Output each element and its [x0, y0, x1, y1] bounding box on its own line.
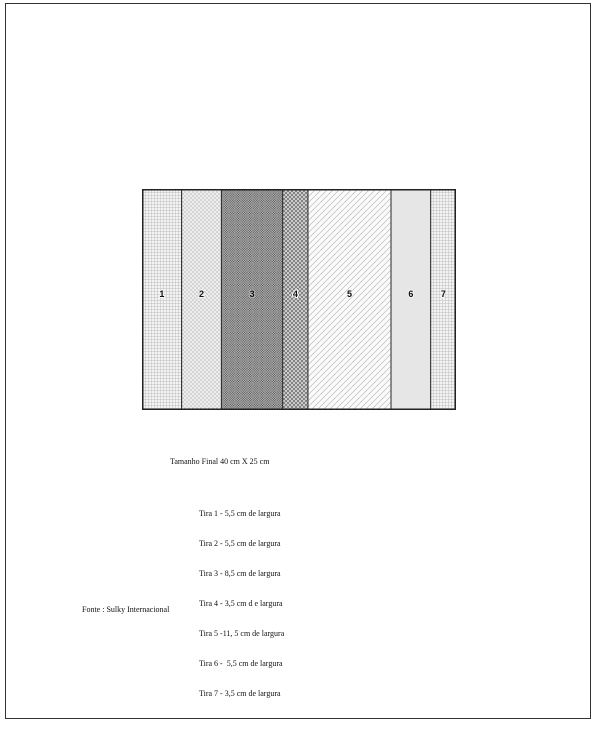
- strip-list-item: Tira 2 - 5,5 cm de largura: [199, 539, 281, 548]
- strip-list-item: Tira 4 - 3,5 cm d e largura: [199, 599, 283, 608]
- strip-6: [391, 189, 431, 410]
- final-size-caption: Tamanho Final 40 cm X 25 cm: [170, 457, 270, 466]
- strip-fill: [221, 189, 282, 410]
- strip-7: [431, 189, 456, 410]
- strip-list-item: Tira 6 - 5,5 cm de largura: [199, 659, 283, 668]
- strips-group: [142, 189, 456, 410]
- strip-label: 5: [347, 288, 353, 299]
- strip-diagram-svg: [142, 189, 456, 410]
- strip-list-item: Tira 1 - 5,5 cm de largura: [199, 509, 281, 518]
- strip-label: 1: [159, 288, 165, 299]
- strip-list-item: Tira 3 - 8,5 cm de largura: [199, 569, 281, 578]
- strip-fill: [431, 189, 456, 410]
- strip-fill: [283, 189, 308, 410]
- strip-label: 7: [440, 288, 446, 299]
- strip-label: 4: [292, 288, 298, 299]
- strip-2: [182, 189, 222, 410]
- strip-label: 2: [199, 288, 205, 299]
- strip-fill: [391, 189, 431, 410]
- strip-3: [221, 189, 282, 410]
- strip-fill: [182, 189, 222, 410]
- strip-width-list: [199, 489, 284, 719]
- strip-quilt-diagram: [142, 189, 456, 410]
- strip-4: [283, 189, 308, 410]
- strip-label: 6: [408, 288, 414, 299]
- strip-list-item: Tira 7 - 3,5 cm de largura: [199, 689, 281, 698]
- strip-1: [142, 189, 182, 410]
- strip-5: [308, 189, 391, 410]
- strip-label: 3: [249, 288, 255, 299]
- strip-fill: [308, 189, 391, 410]
- strip-fill: [142, 189, 182, 410]
- strip-list-item: Tira 5 -11, 5 cm de largura: [199, 629, 285, 638]
- source-note: Fonte : Sulky Internacional: [82, 605, 170, 614]
